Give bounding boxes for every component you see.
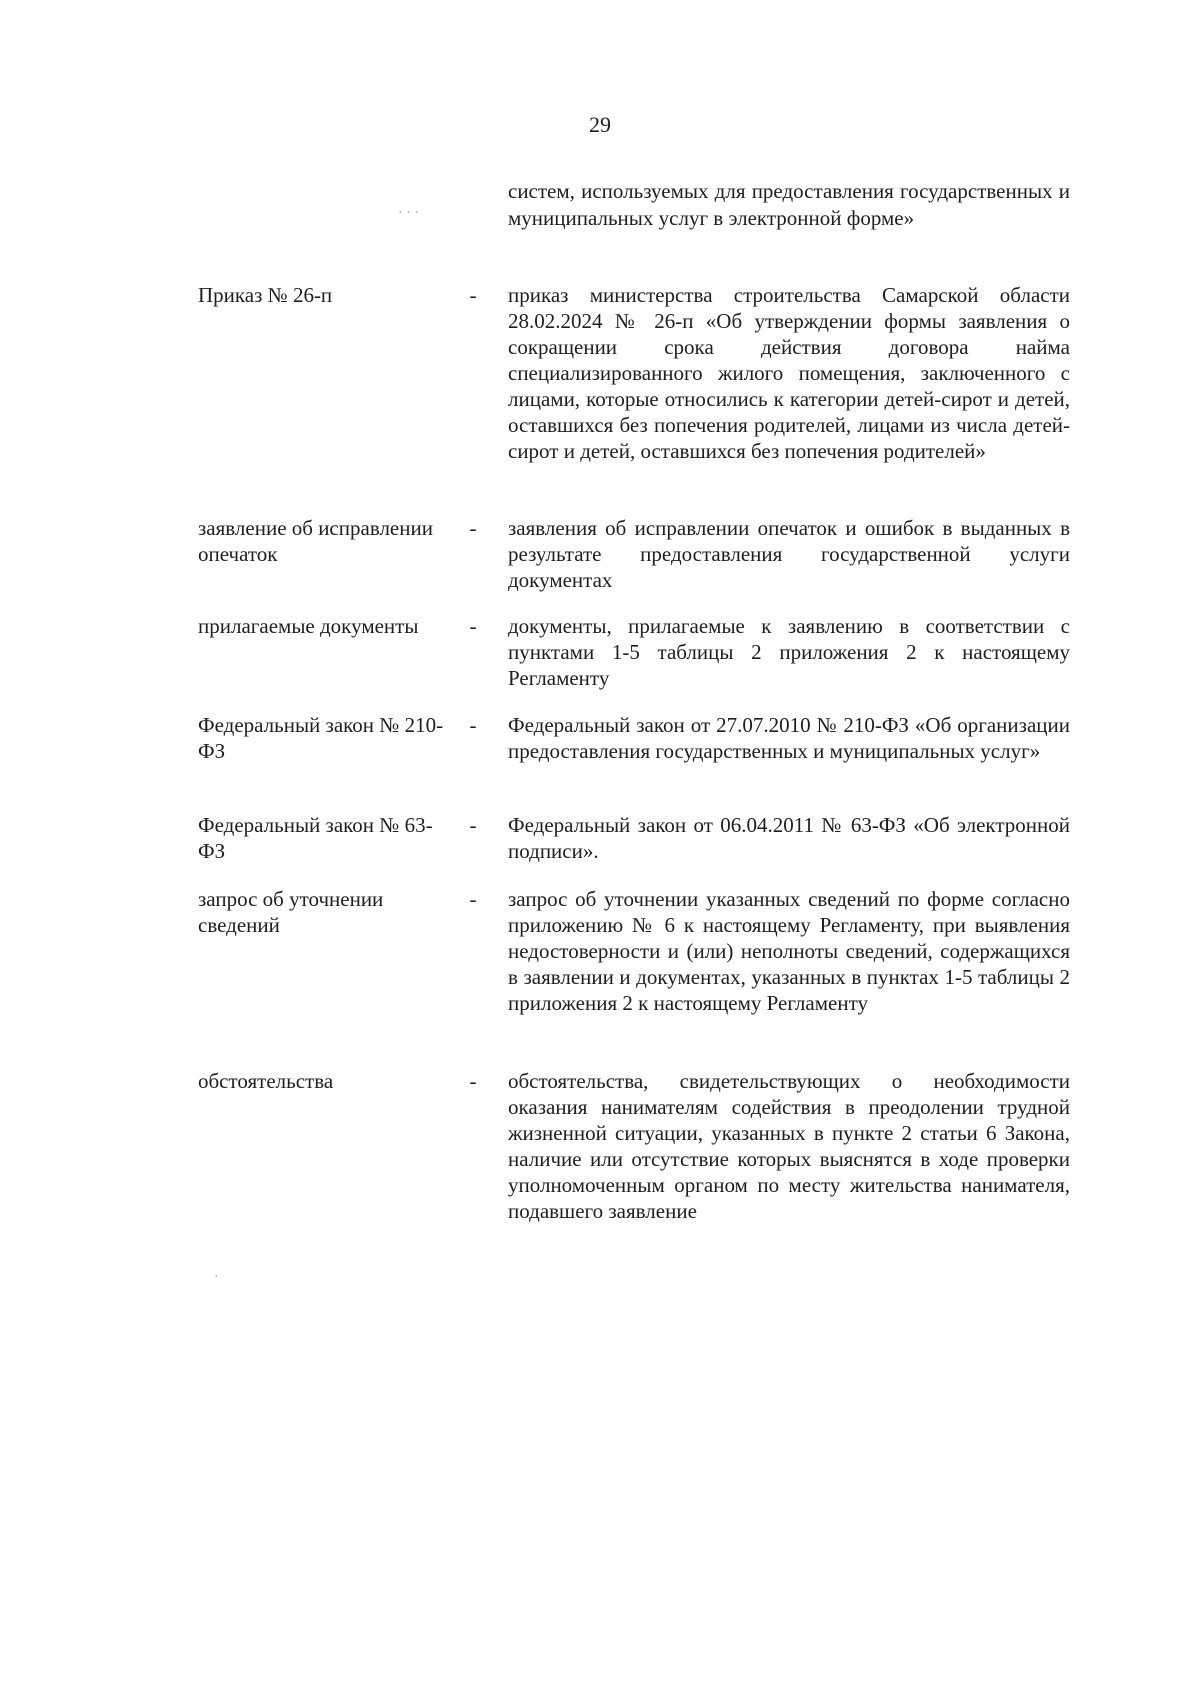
- page-number: 29: [589, 112, 611, 137]
- definition-text: приказ министерства строительства Самарской области 28.02.2024 № 26-п «Об утверждении формы заявления о сокращении срока действия договора найма специализированного жилого помещения, заключенного с лицами, которые относились к категории детей-сирот и детей, оставшихся без попечения родителей, лицами из числа детей-сирот и детей, оставшихся без попечения родителей»: [508, 283, 1070, 463]
- term-separator: -: [469, 1069, 477, 1093]
- definition-text: обстоятельства, свидетельствующих о необходимости оказания нанимателям содействия в преодолении трудной жизненной ситуации, указанных в пункте 2 статьи 6 Закона, наличие или отсутствие которых выяснятся в ходе проверки уполномоченным органом по месту жительства нанимателя, подавшего заявление: [508, 1069, 1070, 1223]
- term-separator: -: [469, 516, 477, 540]
- definition-term: прилагаемые документы: [198, 614, 419, 638]
- definition-term: заявление об исправлении опечаток: [198, 516, 433, 566]
- scan-speck: · · ·: [398, 206, 419, 221]
- definition-term: Федеральный закон № 63-ФЗ: [198, 813, 433, 863]
- term-separator: -: [469, 614, 477, 638]
- definition-text: запрос об уточнении указанных сведений по форме согласно приложению № 6 к настоящему Регламенту, при выявления недостоверности и (или) неполноты сведений, содержащихся в заявлении и документах, указанных в пунктах 1-5 таблицы 2 приложения 2 к настоящему Регламенту: [508, 887, 1070, 1015]
- term-separator: -: [469, 283, 477, 307]
- term-separator: -: [469, 813, 477, 837]
- term-separator: -: [469, 887, 477, 911]
- definition-term: Федеральный закон № 210-ФЗ: [198, 713, 444, 763]
- definition-term: Приказ № 26-п: [198, 283, 333, 307]
- term-separator: -: [469, 713, 477, 737]
- definition-text: Федеральный закон от 06.04.2011 № 63-ФЗ «Об электронной подписи».: [508, 813, 1070, 863]
- continuation-text: систем, используемых для предоставления государственных и муниципальных услуг в электронной форме»: [508, 179, 1070, 230]
- definition-text: заявления об исправлении опечаток и ошибок в выданных в результате предоставления государственной услуги документах: [508, 516, 1070, 592]
- scan-speck: ·: [214, 1270, 219, 1285]
- definition-term: запрос об уточнении сведений: [198, 887, 384, 937]
- definition-text: Федеральный закон от 27.07.2010 № 210-ФЗ «Об организации предоставления государственных и муниципальных услуг»: [508, 713, 1070, 763]
- definition-term: обстоятельства: [198, 1069, 334, 1093]
- definition-text: документы, прилагаемые к заявлению в соответствии с пунктами 1-5 таблицы 2 приложения 2 к настоящему Регламенту: [508, 614, 1070, 690]
